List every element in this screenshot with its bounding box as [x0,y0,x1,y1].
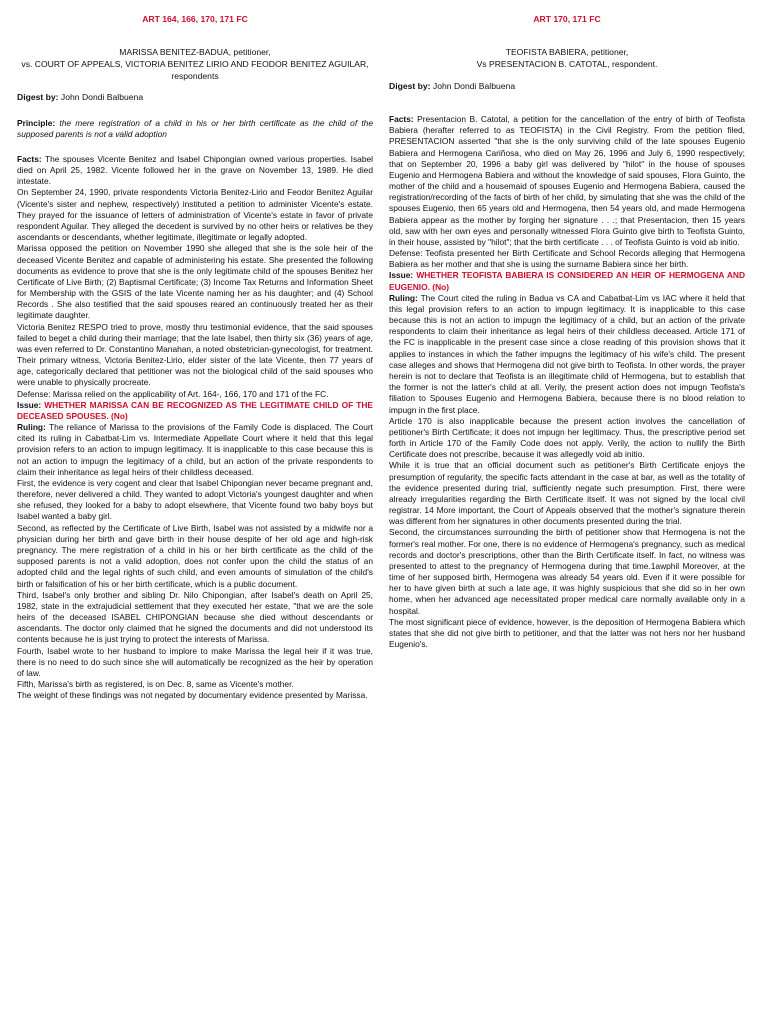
ruling-label: Ruling: [17,422,46,433]
case-caption [389,47,745,70]
issue-label: Issue: [389,270,414,281]
right-case-column [389,14,745,650]
ruling-label: Ruling: [389,292,418,303]
left-case-column [17,14,373,701]
facts-label: Facts: [17,153,42,164]
defense-paragraph: Defense: Teofista presented her Birth Certificate and School Records alleging that Hermogena Babiera as her mother and that she is using the surname Babiera since her birth. [389,248,745,270]
defense-paragraph: Defense: Marissa relied on the applicability of Art. 164-, 166, 170 and 171 of the FC. [17,388,329,399]
ruling-paragraph: First, the evidence is very cogent and clear that Isabel Chipongian never became pregnant and, therefore, never delivered a child. They wanted to adopt Victoria's youngest daughter and when she refused, they looked for a baby to adopt elsewhere, that Vicente found two baby boys but Isabel wanted a baby girl. [17,477,373,522]
ruling-paragraph: Fourth, Isabel wrote to her husband to implore to make Marissa the legal heir if it was true, there is no need to do such since she will automatically be recognized as the heir by operation of law. [17,645,373,678]
facts-text: Presentacion B. Catotal, a petition for the cancellation of the entry of birth of Teofista Babiera (herafter referred to as TEOFISTA) in the Civil Registry. From the petition filed, PRESENTACION asserted "that she is the only surviving child of the late spouses Eugenio Babiera and Hermogena Cariñosa, who died on May 26, 1996 and July 6, 1990 respectively; that on September 20, 1996 a baby girl was delivered by "hilot" in the house of spouses Eugenio and Hermogena Babiera and without the knowledge of said spouses, Flora Guinto, the mother of the child and a housemaid of spouses Eugenio and Hermogena Babiera, caused the registration/recording of the facts of birth of her child, by simulating that she was the child of the spouses Eugenio, then 65 years old and Hermogena, then 54 years old, and made Hermogena Babiera appear as the mother by forging her signature . . .; that Presentacion, then 15 years old, saw with her own eyes and personally witnessed Flora Guinto give birth to Teofista Guinto, in their house, assisted by "hilot"; that the birth certificate . . . of Teofista Guinto is void ab initio. [389,114,745,247]
issue-text: WHETHER MARISSA CAN BE RECOGNIZED AS THE LEGITIMATE CHILD OF THE DECEASED SPOUSES. (No) [17,399,373,421]
principle [17,118,373,140]
case-caption [17,47,373,82]
facts-text: The spouses Vicente Benitez and Isabel Chipongian owned various properties. Isabel died on April 25, 1982. Vicente followed her in the grave on November 13, 1989. He died intestate. [17,153,373,187]
digest-label: Digest by: [389,80,431,91]
principle-label: Principle: [17,117,56,128]
issue-text: WHETHER TEOFISTA BABIERA IS CONSIDERED AN HEIR OF HERMOGENA AND EUGENIO. (No) [389,270,745,292]
ruling-paragraph: Third, Isabel's only brother and sibling Dr. Nilo Chipongian, after Isabel's death on April 25, 1982, state in the extrajudicial settlement that they executed her estate, "that we are the sole heirs of the deceased ISABEL CHIPONGIAN because she died without descendants or ascendants. The doctor only claimed that he signed the documents and did not understood its contents because he is just trying to protect the interests of Marissa. [17,589,373,645]
ruling-paragraph: Second, the circumstances surrounding the birth of petitioner show that Hermogena is not the former's real mother. For one, there is no evidence of Hermogena's pregnancy, such as medical records and doctor's prescriptions, other than the Birth Certificate itself. In fact, no witness was presented to attest to the pregnancy of Hermogena during that time.1awphil Moreover, at the time of her supposed birth, Hermogena was already 54 years old. Even if it were possible for her to have given birth at such a late age, it was highly suspicious that she did so in her own home, when her advanced age necessitated proper medical care normally available only in a hospital. [389,527,745,616]
digest-author: John Dondi Balbuena [58,92,144,103]
ruling-paragraph: While it is true that an official document such as petitioner's Birth Certificate enjoys the presumption of regularity, the specific facts attendant in the case at bar, as well as the totality of the evidence presented during trial, sufficiently negate such presumption. First, there were already irregularities regarding the Birth Certificate itself. It was not signed by the local civil registrar. 14 More important, the Court of Appeals observed that the mother's signature therein was different from her signatures in other documents presented during the trial. [389,460,745,527]
spacer [389,106,745,114]
digest-label: Digest by: [17,92,59,103]
ruling-paragraph: Fifth, Marissa's birth as registered, is on Dec. 8, same as Vicente's mother. [17,679,294,690]
digest-line [389,81,745,92]
issue-paragraph [389,270,745,292]
ruling-text: The reliance of Marissa to the provisions of the Family Code is displaced. The Court cited its ruling in Cabatbat-Lim vs. Intermediate Appellate Court where it held that this legal provision refers to an action to impugn legitimacy. It is inapplicable to this case because this is not an action to impugn the legitimacy of a child, but an action of the private respondents to claim their inheritance as legal heirs of their childless deceased. [17,422,373,477]
ruling-paragraph: The weight of these findings was not negated by documentary evidence presented by Marissa. [17,690,368,701]
facts-label: Facts: [389,114,414,125]
ruling-paragraph [17,422,373,478]
facts-paragraph: Marissa opposed the petition on November 1990 she alleged that she is the sole heir of the deceased Vicente Benitez and capable of administering his estate. She presented the following documents as evidence to prove that she is the only legitimate child of the spouses Benitez her Certificate of Live Birth; (2) Baptismal Certificate; (3) Income Tax Returns and Information Sheet for Membership with the GSIS of the late Vicente naming her as his daughter; and (4) School Records . She also testified that the said spouses reared an continuously treated her as their legitimate daughter. [17,243,373,321]
facts-paragraph: Victoria Benitez RESPO tried to prove, mostly thru testimonial evidence, that the said spouses failed to beget a child during their marriage; that the late Isabel, then thirty six (36) years of age, was even referred to Dr. Constantino Manahan, a noted obstetrician-gynecologist, for treatment. Their primary witness, Victoria Benitez-Lirio, elder sister of the late Vicente, then 77 years of age, categorically declared that petitioner was not the biological child of the said spouses who were unable to physically procreate. [17,321,373,388]
ruling-text: The Court cited the ruling in Badua vs CA and Cabatbat-Lim vs IAC where it held that this legal provision refers to an action to impugn legitimacy. It is inapplicable to this case because this is not an action to impugn the legitimacy of a child, but an action of the private respondents to claim their inheritance as legal heirs of their childless deceased. Article 171 of the FC is inapplicable in the present case since a close reading of this provision shows that it applies to instances in which the father impugns the legitimacy of his wife's child. The present case alleges and shows that Hermogena did not give birth to Teofista. In other words, the prayer herein is not to declare that Teofista is an illegitimate child of Hermogena, but to establish that the former is not the latter's child at all. Verily, the present action does not impugn Teofista's filiation to Spouses Eugenio and Hermogena Babiera, because there is no blood relation to impugn in the first place. [389,292,745,415]
facts-paragraph [389,114,745,248]
facts-paragraph: On September 24, 1990, private respondents Victoria Benitez-Lirio and Feodor Benitez Aguilar (Vicente's sister and nephew, respectively) instituted a petition to administer Vicente's estate. They prayed for the issuance of letters of administration of Vicente's estate in favor of private respondent Aguilar. They alleged the decedent is survived by no other heirs or relatives be they ascendants or descendants, whether legitimate, illegitimate or legally adopted. [17,187,373,243]
article-heading: ART 164, 166, 170, 171 FC [142,14,248,24]
issue-paragraph [17,400,373,422]
ruling-paragraph [389,293,745,416]
principle-text: the mere registration of a child in his or her birth certificate as the child of the supposed parents is not a valid adoption [17,117,373,139]
respondent-line: vs. COURT OF APPEALS, VICTORIA BENITEZ LIRIO AND FEODOR BENITEZ AGUILAR, respondents [21,59,369,81]
petitioner-line: TEOFISTA BABIERA, petitioner, [505,47,629,58]
digest-author: John Dondi Balbuena [430,80,516,91]
digest-line [17,92,373,103]
issue-label: Issue: [17,399,42,410]
petitioner-line: MARISSA BENITEZ-BADUA, petitioner, [119,47,271,58]
facts-paragraph [17,154,373,188]
respondent-line: Vs PRESENTACION B. CATOTAL, respondent. [476,59,658,70]
ruling-paragraph: Article 170 is also inapplicable because the present action involves the cancellation of petitioner's Birth Certificate; it does not impugn her legitimacy. Thus, the prescriptive period set forth in Article 170 of the Family Code does not apply. Verily, the action to nullify the Birth Certificate does not prescribe, because it was allegedly void ab initio. [389,415,745,460]
ruling-paragraph: Second, as reflected by the Certificate of Live Birth, Isabel was not assisted by a midwife nor a physician during her birth and gave birth in their house despite of her old age and high-risk pregnancy. The mere registration of a child in his or her birth certificate as the child of the supposed parents is not a valid adoption, does not confer upon the child the status of an adopted child and the legal rights of such child, and even amounts of simulation of the child's birth or falsification of his or her birth certificate, which is a public document. [17,522,373,589]
ruling-paragraph: The most significant piece of evidence, however, is the deposition of Hermogena Babiera which states that she did not give birth to petitioner, and that the latter was not hers nor her husband Eugenio's. [389,616,745,650]
article-heading: ART 170, 171 FC [533,14,601,24]
